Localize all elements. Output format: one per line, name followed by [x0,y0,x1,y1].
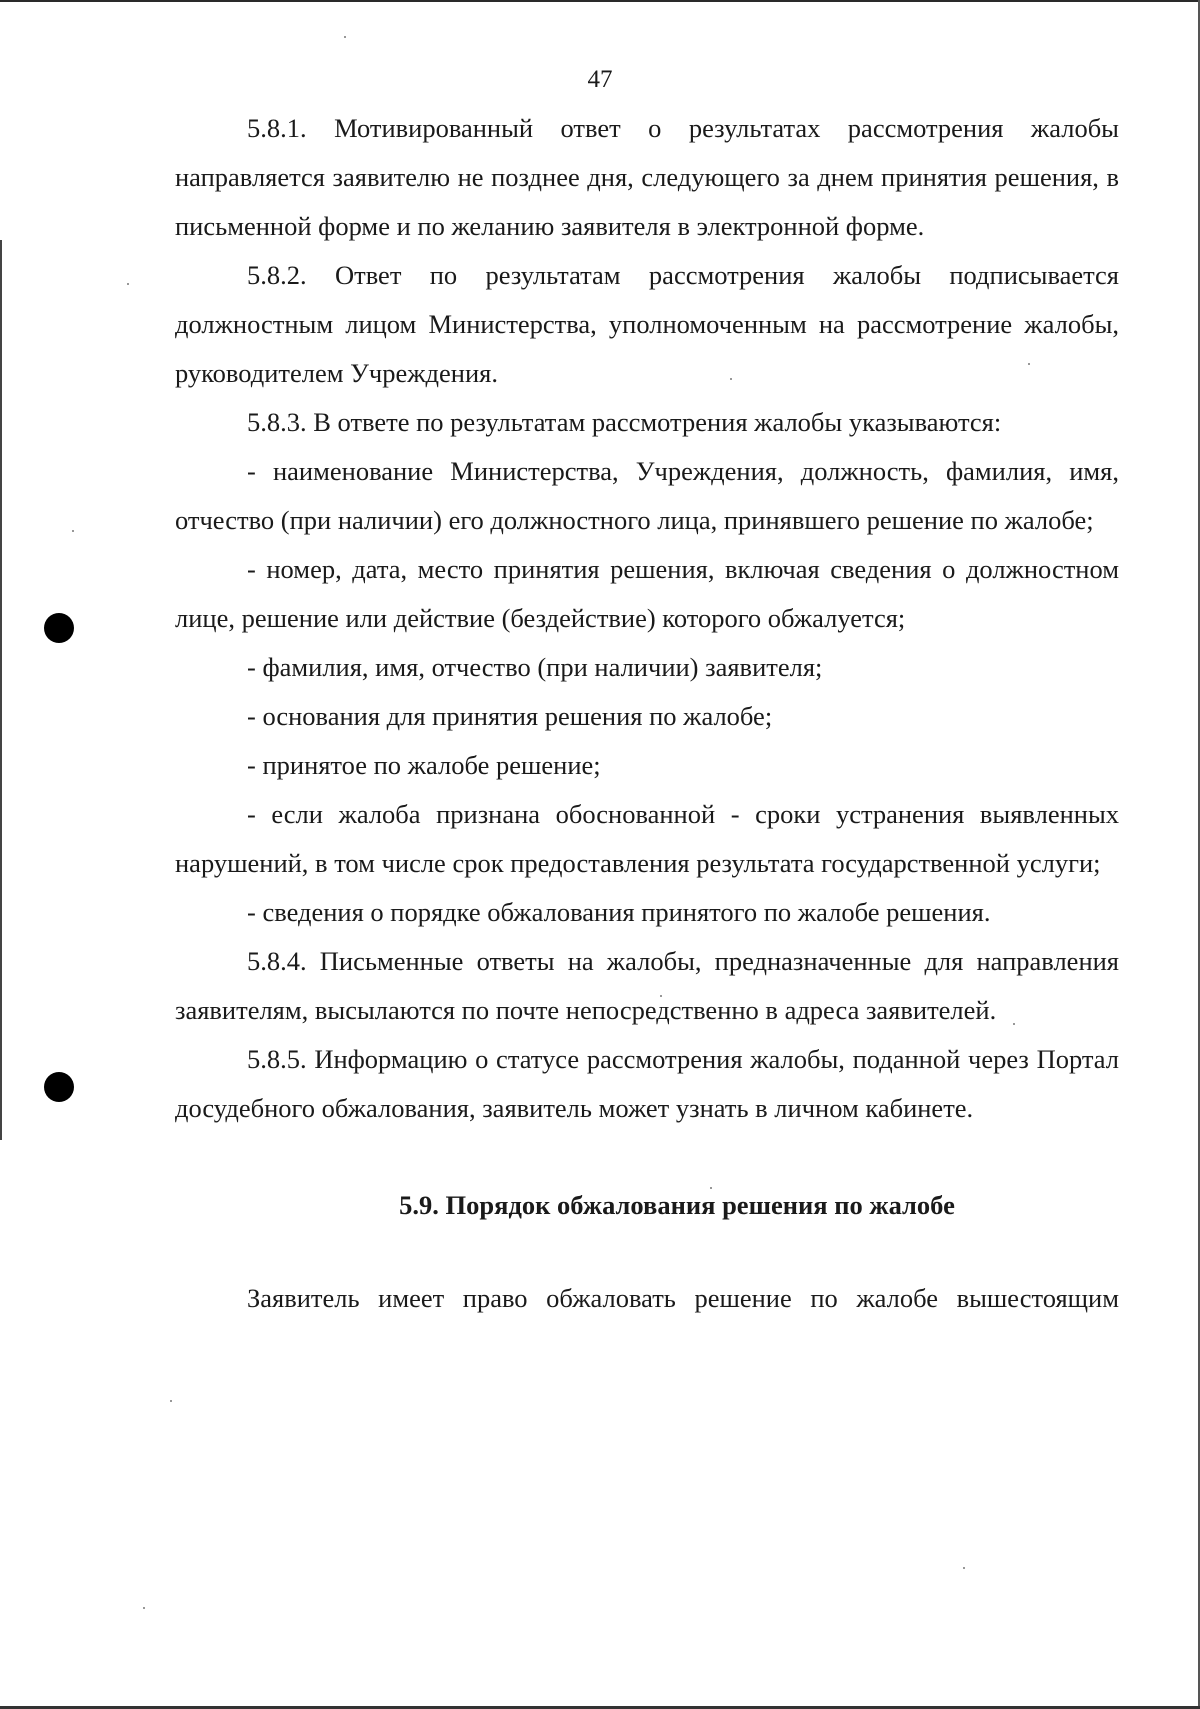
paragraph-5-9: Заявитель имеет право обжаловать решение по жалобе вышестоящим [247,1283,1119,1313]
scan-edge-top [0,0,1200,2]
list-item-grounds: - основания для принятия решения по жалобе; [247,701,773,731]
scan-speck [344,36,346,38]
scan-speck [72,530,74,532]
scan-edge-left [0,240,2,1140]
page-number: 47 [587,66,613,93]
punch-hole-upper [44,613,74,643]
list-item-deadlines: - если жалоба признана обоснованной - сроки устранения выявленных нарушений, в том числе срок предоставления результата государственной услуги; [175,799,1119,878]
list-item-decision: - принятое по жалобе решение; [247,750,601,780]
section-heading-5-9: 5.9. Порядок обжалования решения по жалобе [399,1190,955,1220]
paragraph-5-8-5: 5.8.5. Информацию о статусе рассмотрения жалобы, поданной через Портал досудебного обжалования, заявитель может узнать в личном кабинете. [175,1044,1119,1123]
scan-speck [127,283,129,285]
list-item-name-position: - наименование Министерства, Учреждения, должность, фамилия, имя, отчество (при наличии) его должностного лица, принявшего решение по жалобе; [175,456,1119,535]
list-item-appeal-procedure: - сведения о порядке обжалования принятого по жалобе решения. [247,897,991,927]
paragraph-5-8-4: 5.8.4. Письменные ответы на жалобы, предназначенные для направления заявителям, высылаются по почте непосредственно в адреса заявителей. [175,946,1119,1025]
list-item-applicant-name: - фамилия, имя, отчество (при наличии) заявителя; [247,652,823,682]
scan-speck [143,1607,145,1609]
scan-speck [963,1567,965,1569]
punch-hole-lower [44,1072,74,1102]
paragraph-5-8-1: 5.8.1. Мотивированный ответ о результатах рассмотрения жалобы направляется заявителю не позднее дня, следующего за днем принятия решения, в письменной форме и по желанию заявителя в электронной форме. [175,113,1119,241]
paragraph-5-8-2: 5.8.2. Ответ по результатам рассмотрения жалобы подписывается должностным лицом Министерства, уполномоченным на рассмотрение жалобы, руководителем Учреждения. [175,260,1119,388]
list-item-number-date-place: - номер, дата, место принятия решения, включая сведения о должностном лице, решение или действие (бездействие) которого обжалуется; [175,554,1119,633]
scan-speck [170,1400,172,1402]
paragraph-5-8-3: 5.8.3. В ответе по результатам рассмотрения жалобы указываются: [247,407,1002,437]
document-body [175,104,1119,1323]
